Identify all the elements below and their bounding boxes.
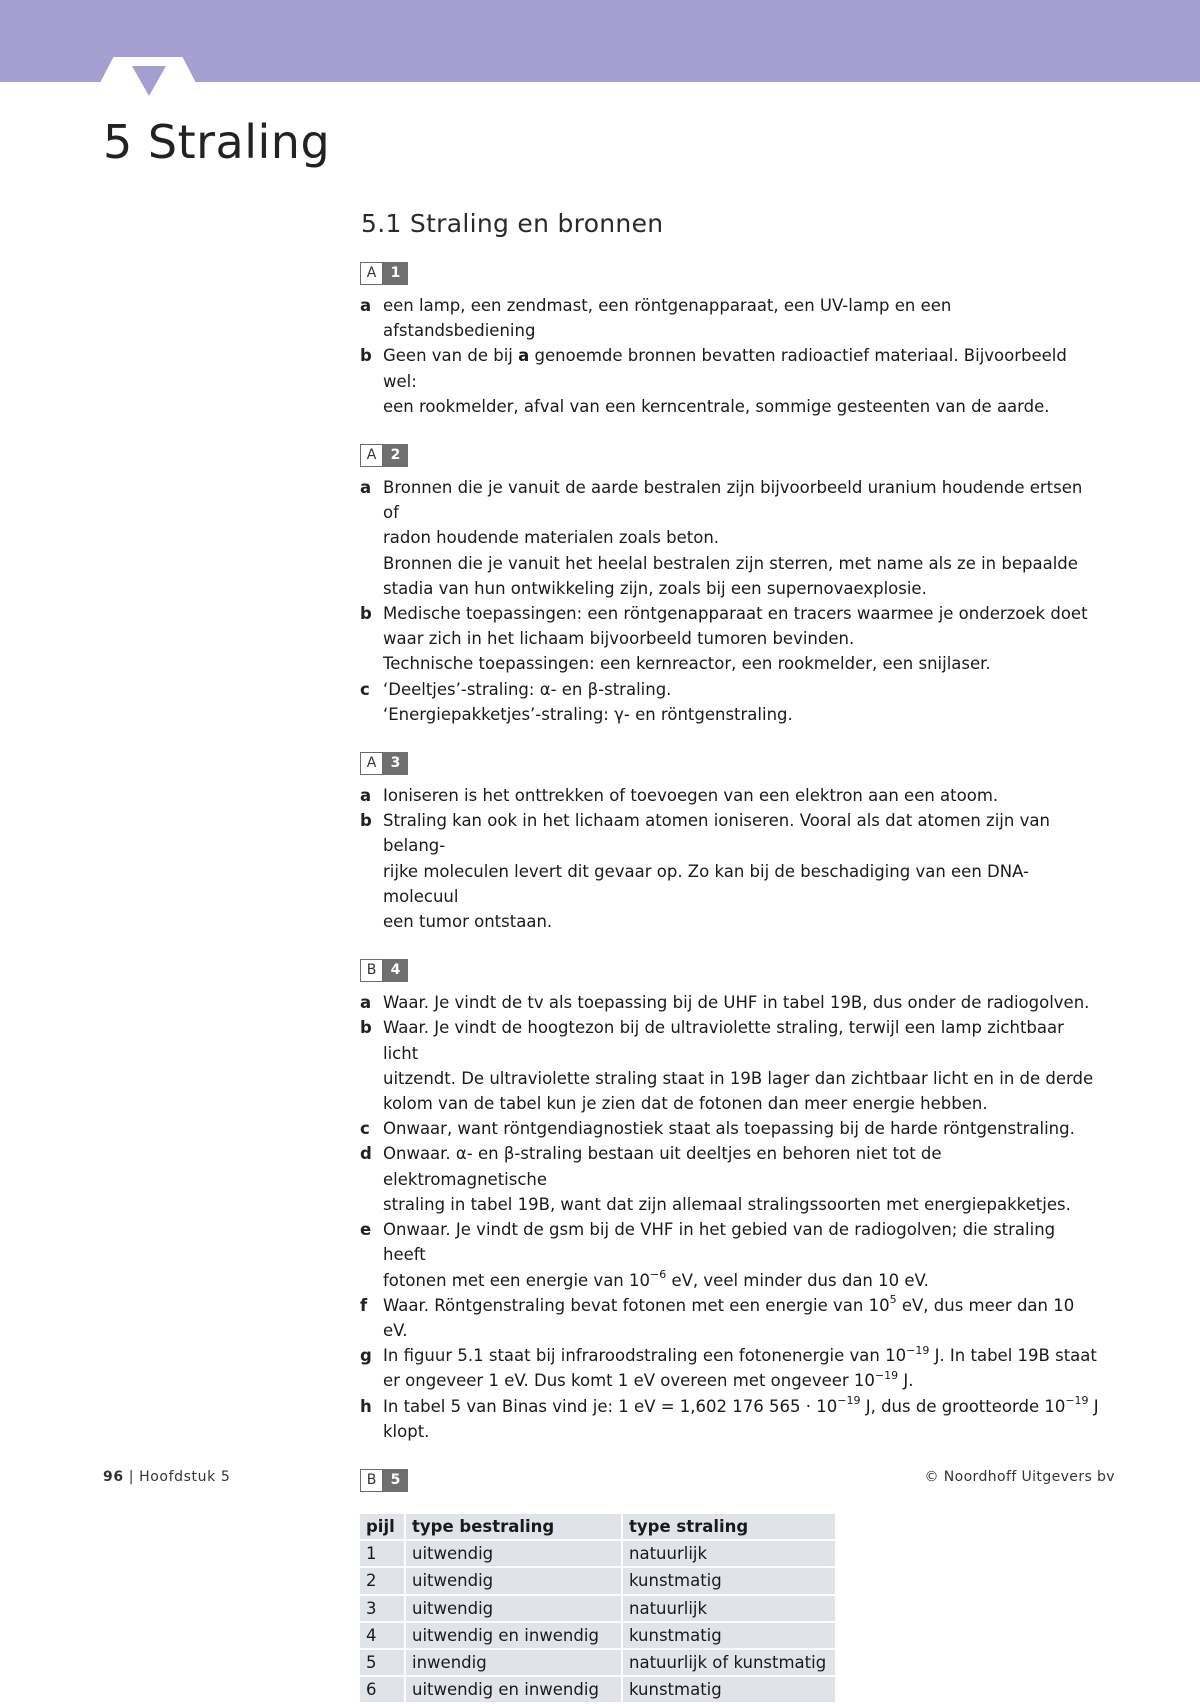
answer-item xyxy=(360,475,1100,601)
exercise-level: A xyxy=(360,752,383,775)
table-cell: 3 xyxy=(360,1596,406,1621)
answer-line: Waar. Je vindt de hoogtezon bij de ultraviolette straling, terwijl een lamp zichtbaar licht xyxy=(383,1018,1064,1063)
exercise-1 xyxy=(360,259,1100,419)
table-header-row xyxy=(360,1514,835,1539)
table-cell: kunstmatig xyxy=(623,1568,835,1593)
answer-item xyxy=(360,293,1100,343)
footer-separator: | xyxy=(128,1469,135,1485)
table-cell: natuurlijk xyxy=(623,1596,835,1621)
footer-chapter: Hoofdstuk 5 xyxy=(139,1469,231,1485)
table-cell: uitwendig xyxy=(406,1596,623,1621)
table-cell: natuurlijk xyxy=(623,1541,835,1566)
exercise-number: 5 xyxy=(383,1469,408,1492)
answer-item xyxy=(360,677,1100,727)
answer-item xyxy=(360,1217,1100,1293)
table-cell: uitwendig xyxy=(406,1568,623,1593)
exercise-number: 2 xyxy=(383,444,408,467)
answer-line: Waar. Je vindt de tv als toepassing bij de UHF in tabel 19B, dus onder de radiogolven. xyxy=(383,993,1090,1013)
answer-line: een lamp, een zendmast, een röntgenapparaat, een UV-lamp en een afstandsbediening xyxy=(383,296,952,341)
answer-line: een tumor ontstaan. xyxy=(383,912,553,932)
answer-line: kolom van de tabel kun je zien dat de fotonen dan meer energie hebben. xyxy=(383,1094,988,1114)
answer-line: In tabel 5 van Binas vind je: 1 eV = 1,602 176 $565 \cdot 10^{-19}$ J, dus de grootteorde $10^{-19}$ J xyxy=(383,1394,1099,1416)
chapter-title: 5 Straling xyxy=(103,115,331,169)
answer-item xyxy=(360,808,1100,934)
answer-item xyxy=(360,1343,1100,1393)
answer-line: Onwaar. α- en β-straling bestaan uit deeltjes en behoren niet tot de elektromagnetische xyxy=(383,1144,942,1189)
table-row xyxy=(360,1568,835,1593)
chapter-marker-triangle-icon xyxy=(132,66,166,96)
answer-line: waar zich in het lichaam bijvoorbeeld tumoren bevinden. xyxy=(383,629,855,649)
answer-item xyxy=(360,990,1100,1015)
exercise-label xyxy=(360,1469,408,1492)
table-cell: 6 xyxy=(360,1677,406,1702)
answer-line: Waar. Röntgenstraling bevat fotonen met een energie van $10^5$ eV, dus meer dan 10 eV. xyxy=(383,1293,1075,1340)
section-title: 5.1 Straling en bronnen xyxy=(361,209,664,238)
table-row xyxy=(360,1623,835,1648)
answer-line: Onwaar. Je vindt de gsm bij de VHF in het gebied van de radiogolven; die straling heeft xyxy=(383,1220,1056,1265)
exercise-level: A xyxy=(360,262,383,285)
answer-line: stadia van hun ontwikkeling zijn, zoals bij een supernovaexplosie. xyxy=(383,578,927,598)
table-cell: uitwendig en inwendig xyxy=(406,1677,623,1702)
answer-line: Bronnen die je vanuit het heelal bestralen zijn sterren, met name als ze in bepaalde xyxy=(383,553,1078,573)
answer-letter: b xyxy=(360,1018,372,1038)
table-header-cell: type straling xyxy=(623,1514,835,1539)
answer-letter: b xyxy=(360,604,372,624)
answer-item xyxy=(360,1394,1100,1444)
answer-item xyxy=(360,1293,1100,1343)
exercise-label xyxy=(360,959,408,982)
answer-line: er ongeveer 1 eV. Dus komt 1 eV overeen met ongeveer $10^{-19}$ J. xyxy=(383,1368,914,1391)
page-number: 96 xyxy=(103,1469,124,1485)
table-cell: inwendig xyxy=(406,1650,623,1675)
answer-line: Onwaar, want röntgendiagnostiek staat als toepassing bij de harde röntgenstraling. xyxy=(383,1119,1075,1139)
exercise-level: B xyxy=(360,1469,383,1492)
table-header-cell: pijl xyxy=(360,1514,406,1539)
answer-item xyxy=(360,1015,1100,1116)
exercise-label xyxy=(360,262,408,285)
answer-letter: b xyxy=(360,346,372,366)
answer-letter: d xyxy=(360,1144,372,1164)
table-cell: natuurlijk of kunstmatig xyxy=(623,1650,835,1675)
answer-letter: e xyxy=(360,1220,372,1240)
table-cell: 2 xyxy=(360,1568,406,1593)
copyright-notice: © Noordhoff Uitgevers bv xyxy=(924,1469,1115,1485)
table-cell: uitwendig xyxy=(406,1541,623,1566)
table-cell: kunstmatig xyxy=(623,1623,835,1648)
answer-line: ‘Deeltjes’-straling: α- en β-straling. xyxy=(383,679,672,699)
answer-line: In figuur 5.1 staat bij infraroodstraling een fotonenergie van $10^{-19}$ J. In tabel 19B staat xyxy=(383,1343,1097,1366)
exercise-label xyxy=(360,444,408,467)
exercise-3 xyxy=(360,749,1100,934)
page-footer-left xyxy=(103,1469,230,1485)
table-row xyxy=(360,1650,835,1675)
exercise-4 xyxy=(360,956,1100,1444)
answer-letter: f xyxy=(360,1295,368,1315)
answer-item xyxy=(360,343,1100,419)
answer-letter: a xyxy=(360,993,372,1013)
answer-line: Medische toepassingen: een röntgenapparaat en tracers waarmee je onderzoek doet xyxy=(383,604,1088,624)
exercise-number: 1 xyxy=(383,262,408,285)
table-cell: kunstmatig xyxy=(623,1677,835,1702)
table-header-cell: type bestraling xyxy=(406,1514,623,1539)
table-cell: 5 xyxy=(360,1650,406,1675)
answer-line: uitzendt. De ultraviolette straling staat in 19B lager dan zichtbaar licht en in de derde xyxy=(383,1068,1094,1088)
answer-letter: a xyxy=(360,786,372,806)
table-row xyxy=(360,1596,835,1621)
answer-line: straling in tabel 19B, want dat zijn allemaal stralingssoorten met energiepakketjes. xyxy=(383,1194,1071,1214)
answer-line: fotonen met een energie van $10^{-6}$ eV, veel minder dus dan 10 eV. xyxy=(383,1268,929,1290)
answer-line: klopt. xyxy=(383,1421,430,1441)
table-cell: uitwendig en inwendig xyxy=(406,1623,623,1648)
table-row xyxy=(360,1677,835,1702)
table-cell: 1 xyxy=(360,1541,406,1566)
exercise-2 xyxy=(360,441,1100,727)
radiation-table xyxy=(360,1512,835,1704)
answer-line: rijke moleculen levert dit gevaar op. Zo kan bij de beschadiging van een DNA-molecuul xyxy=(383,861,1029,906)
exercise-number: 4 xyxy=(383,959,408,982)
exercise-level: A xyxy=(360,444,383,467)
answer-letter: c xyxy=(360,1119,370,1139)
answer-line: Technische toepassingen: een kernreactor, een rookmelder, een snijlaser. xyxy=(383,654,991,674)
answer-line: ‘Energiepakketjes’-straling: γ- en röntgenstraling. xyxy=(383,704,793,724)
answer-line: radon houdende materialen zoals beton. xyxy=(383,528,720,548)
answer-line: Straling kan ook in het lichaam atomen ioniseren. Vooral als dat atomen zijn van belang- xyxy=(383,811,1050,856)
answers-content xyxy=(360,259,1100,1704)
exercise-label xyxy=(360,752,408,775)
answer-line: Bronnen die je vanuit de aarde bestralen zijn bijvoorbeeld uranium houdende ertsen of xyxy=(383,478,1083,523)
answer-letter: g xyxy=(360,1346,372,1366)
answer-letter: a xyxy=(360,478,372,498)
answer-letter: c xyxy=(360,679,370,699)
exercise-number: 3 xyxy=(383,752,408,775)
answer-line: een rookmelder, afval van een kerncentrale, sommige gesteenten van de aarde. xyxy=(383,396,1050,416)
answer-letter: b xyxy=(360,811,372,831)
exercise-5 xyxy=(360,1466,1100,1704)
answer-letter: h xyxy=(360,1396,372,1416)
table-cell: 4 xyxy=(360,1623,406,1648)
exercise-level: B xyxy=(360,959,383,982)
answer-item xyxy=(360,783,1100,808)
answer-item xyxy=(360,1141,1100,1217)
table-row xyxy=(360,1541,835,1566)
answer-letter: a xyxy=(360,296,372,315)
answer-line: Ioniseren is het onttrekken of toevoegen van een elektron aan een atoom. xyxy=(383,786,999,806)
answer-line: Geen van de bij a genoemde bronnen bevatten radioactief materiaal. Bijvoorbeeld wel: xyxy=(383,346,1067,391)
answer-item xyxy=(360,601,1100,677)
answer-item xyxy=(360,1116,1100,1141)
